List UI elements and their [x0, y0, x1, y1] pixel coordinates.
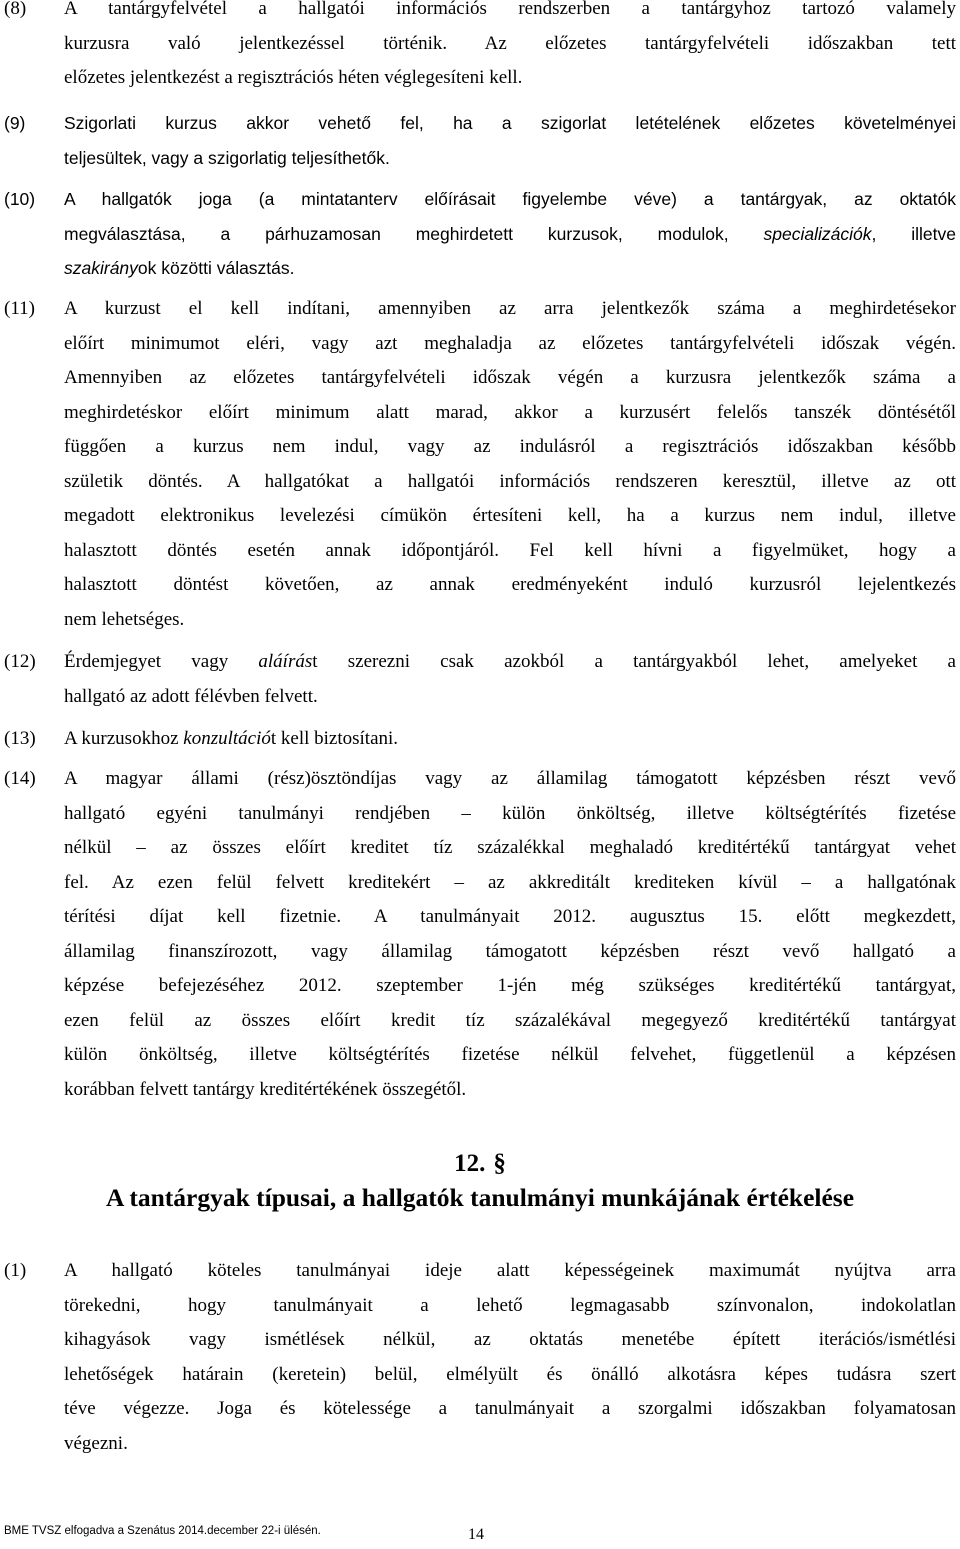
text-line: halasztott döntés esetén annak időpontjáról. Fel kell hívni a figyelmüket, hogy a: [64, 539, 956, 561]
text-line: törekedni, hogy tanulmányait a lehető legmagasabb színvonalon, indokolatlan: [64, 1294, 956, 1316]
paragraph-10: [0, 182, 956, 286]
paragraph-text: [64, 762, 956, 1107]
text-line: nélkül – az összes előírt kreditet tíz százalékkal meghaladó kreditértékű tantárgyat vehet: [64, 837, 956, 858]
text-line: halasztott döntést követően, az annak eredményeként induló kurzusról lejelentkezés: [64, 574, 956, 595]
footer-note: BME TVSZ elfogadva a Szenátus 2014.december 22-i ülésén.: [4, 1525, 321, 1537]
text-line: végezni.: [64, 1432, 128, 1454]
text-line: hallgató az adott félévben felvett.: [64, 685, 318, 707]
text-line: születik döntés. A hallgatókat a hallgatói információs rendszeren keresztül, illetve az ott: [64, 470, 956, 492]
section-number: [0, 1150, 960, 1178]
paragraph-text: [64, 1254, 956, 1461]
text-line: [64, 645, 956, 680]
text-line: államilag finanszírozott, vagy államilag támogatott képzésben részt vevő hallgató a: [64, 940, 956, 962]
paragraph-13: [0, 722, 956, 757]
text-line: A kurzust el kell indítani, amennyiben az arra jelentkezők száma a meghirdetésekor: [64, 298, 956, 319]
paragraph-14: [0, 762, 956, 1107]
text-line: nem lehetséges.: [64, 608, 185, 630]
paragraph-text: [64, 645, 956, 714]
text-line: képzése befejezéséhez 2012. szeptember 1-jén még szükséges kreditértékű tantárgyat,: [64, 975, 956, 996]
paragraph-number: (9): [4, 113, 26, 133]
italic-term: specializációk: [763, 223, 872, 244]
text-line: A tantárgyfelvétel a hallgatói információs rendszerben a tantárgyhoz tartozó valamely: [64, 0, 956, 19]
paragraph-12: [0, 645, 956, 714]
paragraph-1: [0, 1254, 956, 1461]
section-sign: §: [493, 1150, 506, 1177]
text-line: teljesültek, vagy a szigorlatig teljesíthetők.: [64, 147, 390, 168]
text-line: kurzusra való jelentkezéssel történik. Az előzetes tantárgyfelvételi időszakban tett: [64, 32, 956, 54]
italic-term: konzultáció: [183, 728, 271, 749]
text-line: függően a kurzus nem indul, vagy az indulásról a regisztrációs időszakban később: [64, 436, 956, 457]
paragraph-number: (1): [4, 1260, 27, 1281]
text-line: előzetes jelentkezést a regisztrációs héten véglegesíteni kell.: [64, 67, 523, 88]
text-line: ezen felül az összes előírt kredit tíz százalékával megegyező kreditértékű tantárgyat: [64, 1009, 956, 1031]
text-line: térítési díjat kell fizetnie. A tanulmányait 2012. augusztus 15. előtt megkezdett,: [64, 906, 956, 927]
text-line: megadott elektronikus levelezési címükön értesíteni kell, ha a kurzus nem indul, illetve: [64, 505, 956, 526]
text-line: hallgató egyéni tanulmányi rendjében – külön önköltség, illetve költségtérítés fizetése: [64, 802, 956, 824]
section-title: A tantárgyak típusai, a hallgatók tanulmányi munkájának értékelése: [105, 1183, 855, 1212]
text-segment: A kurzusokhoz: [64, 728, 184, 749]
text-line: meghirdetéskor előírt minimum alatt marad, akkor a kurzusért felelős tanszék döntésétől: [64, 401, 956, 423]
text-line: [64, 217, 956, 252]
section-number-text: 12.: [454, 1150, 486, 1177]
text-line: Szigorlati kurzus akkor vehető fel, ha a szigorlat letételének előzetes követelményei: [64, 113, 956, 133]
text-line: [64, 251, 956, 286]
paragraph-number: (12): [4, 651, 36, 672]
text-line: téve végezze. Joga és kötelessége a tanulmányait a szorgalmi időszakban folyamatosan: [64, 1398, 956, 1419]
text-line: A hallgatók joga (a mintatanterv előírásait figyelembe véve) a tantárgyak, az oktatók: [64, 189, 956, 209]
page-number: 14: [468, 1526, 484, 1543]
text-segment: t kell biztosítani.: [270, 728, 399, 749]
paragraph-9: [0, 106, 956, 175]
text-line: lehetőségek határain (keretein) belül, elmélyült és önálló alkotásra képes tudásra szert: [64, 1363, 956, 1385]
text-segment: Érdemjegyet vagy: [64, 651, 259, 672]
paragraph-text: [64, 292, 956, 637]
text-line: [64, 722, 956, 757]
text-segment: megválasztása, a párhuzamosan meghirdetett kurzusok, modulok,: [64, 223, 764, 244]
text-line: kihagyások vagy ismétlések nélkül, az oktatás menetébe épített iterációs/ismétlési: [64, 1329, 956, 1350]
italic-term: szakirány: [64, 258, 138, 278]
italic-term: aláírás: [258, 651, 313, 672]
paragraph-number: (8): [4, 0, 27, 19]
paragraph-number: (14): [4, 768, 36, 789]
paragraph-number: (10): [4, 189, 36, 209]
text-segment: , illetve: [871, 223, 956, 244]
paragraph-number: (11): [4, 298, 35, 319]
text-line: fel. Az ezen felül felvett kreditekért – az akkreditált krediteken kívül – a hallgatónak: [64, 871, 956, 893]
text-line: külön önköltség, illetve költségtérítés fizetése nélkül felvehet, függetlenül a képzésen: [64, 1044, 956, 1065]
text-line: korábban felvett tantárgy kreditértékének összegétől.: [64, 1078, 467, 1100]
paragraph-text: [64, 182, 956, 286]
text-line: Amennyiben az előzetes tantárgyfelvételi időszak végén a kurzusra jelentkezők száma a: [64, 367, 956, 388]
paragraph-text: [64, 106, 956, 175]
paragraph-11: [0, 292, 956, 637]
paragraph-text: [64, 722, 956, 757]
paragraph-text: [64, 0, 956, 96]
text-line: előírt minimumot eléri, vagy azt meghaladja az előzetes tantárgyfelvételi időszak végén.: [64, 332, 956, 354]
paragraph-8: [0, 0, 956, 96]
text-line: A hallgató köteles tanulmányai ideje alatt képességeinek maximumát nyújtva arra: [64, 1260, 956, 1281]
text-line: A magyar állami (rész)ösztöndíjas vagy az államilag támogatott képzésben részt vevő: [64, 768, 956, 789]
text-segment: t szerezni csak azokból a tantárgyakból lehet, amelyeket a: [312, 651, 956, 672]
paragraph-number: (13): [4, 728, 36, 749]
text-segment: ok közötti választás.: [137, 258, 295, 278]
